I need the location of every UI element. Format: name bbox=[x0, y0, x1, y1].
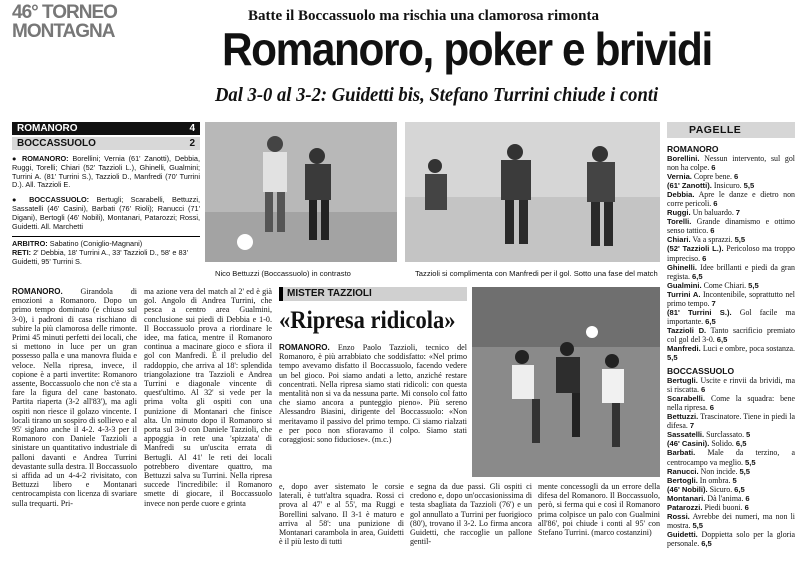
player-comment: Idee brillanti e piedi da gran regista. bbox=[667, 262, 795, 281]
player-vote: 5,5 bbox=[734, 235, 746, 245]
player-name: Borellini. bbox=[667, 154, 700, 163]
player-name: (46' Nobili). bbox=[667, 484, 708, 494]
lineups bbox=[12, 155, 200, 267]
section-kicker bbox=[12, 4, 132, 42]
player-vote: 6,5 bbox=[701, 538, 712, 548]
pagella-entry bbox=[667, 172, 795, 181]
player-comment: Apre le danze e dietro non corre pericoli. bbox=[667, 190, 795, 209]
player-vote: 6 bbox=[734, 172, 739, 182]
article-col-3 bbox=[279, 482, 404, 577]
interview-title: «Ripresa ridicola» bbox=[279, 307, 456, 334]
interview-body bbox=[279, 343, 467, 483]
player-comment: Insicuro. bbox=[713, 181, 742, 191]
kicker-torneo: TORNEO bbox=[42, 2, 117, 23]
pagella-entry bbox=[667, 485, 795, 494]
player-comment: Come Chiari. bbox=[703, 280, 747, 290]
pagella-entry bbox=[667, 326, 795, 344]
pagella-entry bbox=[667, 376, 795, 394]
player-vote: 5,5 bbox=[748, 280, 759, 290]
pagella-entry bbox=[667, 476, 795, 485]
player-comment: Trascinatore. Tiene in piedi la difesa. bbox=[667, 412, 795, 431]
interview-tag-text: MISTER TAZZIOLI bbox=[287, 288, 372, 299]
article-text-5: mente concessogli da un errore della difesa del Romanoro. Il Boccassuolo, però, si ferma qui e così il Romanoro prima colpisce un palo con Gualmini all'86', poi chiude i conti al 95' con Stefano Turrini. (marco costanzini) bbox=[538, 482, 660, 538]
player-name: Tazzioli D. bbox=[667, 325, 707, 335]
photo-left bbox=[205, 122, 397, 262]
player-vote: 6 bbox=[700, 385, 706, 395]
player-vote: 6,5 bbox=[735, 439, 747, 449]
player-vote: 7 bbox=[735, 208, 741, 218]
player-vote: 6 bbox=[702, 253, 707, 263]
pagella-entry bbox=[667, 430, 795, 439]
reti-text: 2' Debbia, 18' Turrini A., 33' Tazzioli D., 58' e 83' Guidetti, 95' Turrini S. bbox=[12, 248, 188, 266]
player-vote: 5,5 bbox=[743, 181, 755, 191]
player-name: Vernia. bbox=[667, 172, 692, 182]
caption-left: Nico Bettuzzi (Boccassuolo) in contrasto bbox=[215, 269, 351, 278]
player-comment: Non incide. bbox=[700, 466, 738, 476]
player-vote: 7 bbox=[711, 298, 716, 308]
player-name: Bettuzzi. bbox=[667, 412, 699, 422]
player-comment: Gol facile ma importante. bbox=[667, 307, 795, 326]
home-goals: 4 bbox=[189, 123, 195, 134]
player-vote: 6,5 bbox=[734, 484, 745, 494]
player-comment: Solido. bbox=[711, 439, 734, 449]
player-comment: Va a sprazzi. bbox=[692, 235, 733, 245]
pagella-entry bbox=[667, 530, 795, 548]
player-comment: Nessun intervento, sul gol non ha colpe. bbox=[667, 154, 795, 173]
player-name: (46' Casini). bbox=[667, 439, 710, 449]
deck: Dal 3-0 al 3-2: Guidetti bis, Stefano Turrini chiude i conti bbox=[215, 84, 659, 106]
pagelle-box bbox=[667, 122, 795, 579]
player-comment: Come la squadra: bene nella ripresa. bbox=[667, 394, 795, 413]
home-lineup-label: ROMANORO: bbox=[21, 154, 69, 163]
player-comment: Surclassato. bbox=[706, 430, 745, 440]
player-comment: In ombra. bbox=[699, 475, 731, 485]
player-vote: 5,5 bbox=[745, 457, 756, 467]
player-name: Barbati. bbox=[667, 448, 696, 458]
player-name: (81' Turrini S.). bbox=[667, 307, 732, 317]
article-text-2: ma azione vera del match al 2' ed è già gol. Angolo di Andrea Turrini, che pesca a centro area Gualmini, conclusione sui piedi di Debbia e 1-0. Il Boccassuolo prova a riordinare le idee, ma fatica, mentre il Romanoro continua a macinare gioco e sfiora il gol con Manfredi. È il preludio del raddoppio, che arriva al 18': splendida triangolazione tra Tazzioli e Andrea Turrini e diagonale vincente di quest'ultimo. Al 32' si vede per la prima volta gli ospiti con una punizione di Montanari che finisce alta. Un minuto dopo il Romanoro si porta sul 3-0 con Daniele Tazzioli, che appoggia in rete una 'spizzata' di Manfredi su un'uscita errata di Bertugli. Al 41' le reti dei locali potrebbero diventare quattro, ma Bettuzzi salva su Turrini. Nella ripresa succede l'incredibile: il Romanoro smette di giocare, il Boccassuolo invece non perde cuore e grinta bbox=[144, 287, 272, 508]
arbitro-text: Sabatino (Coniglio-Magnani) bbox=[49, 239, 143, 249]
headline: Romanoro, poker e brividi bbox=[222, 23, 712, 75]
reti bbox=[12, 249, 200, 267]
player-vote: 6 bbox=[744, 502, 749, 512]
player-name: Bertugli. bbox=[667, 376, 698, 386]
player-vote: 5 bbox=[732, 475, 737, 485]
interview-box bbox=[279, 287, 467, 477]
pagelle-home-list bbox=[667, 154, 795, 362]
arbitro-label: ARBITRO: bbox=[12, 239, 48, 249]
subhead: Batte il Boccassuolo ma rischia una clamorosa rimonta bbox=[248, 8, 599, 24]
pagelle-away-list bbox=[667, 376, 795, 548]
player-name: Patarozzi. bbox=[667, 502, 703, 512]
player-name: Debbia. bbox=[667, 190, 695, 200]
article-lead: ROMANORO. bbox=[12, 287, 63, 296]
article-col-1 bbox=[12, 287, 137, 577]
caption-right: Tazzioli si complimenta con Manfredi per il gol. Sotto una fase del match bbox=[415, 269, 658, 278]
pagella-entry bbox=[667, 263, 795, 281]
player-comment: Copre bene. bbox=[693, 172, 733, 182]
player-comment: Grande dinamismo e ottimo senso tattico. bbox=[667, 217, 795, 236]
home-lineup-text: Borellini; Vernia (61' Zanotti), Debbia, Ruggi, Torelli; Chiari (52' Tazzioli L.), Ghinelli, Gualmini; Turrini A. (81' Turrini S.), Tazzioli D., Manfredi (70' Turrini D.). All. Tazzioli E. bbox=[12, 154, 200, 190]
player-name: Ghinelli. bbox=[667, 262, 697, 272]
player-comment: Tanto sacrificio premiato col gol del 3-0. bbox=[667, 325, 795, 344]
player-name: Chiari. bbox=[667, 235, 691, 245]
pagella-entry bbox=[667, 308, 795, 326]
kicker-montagna: MONTAGNA bbox=[12, 21, 115, 42]
pagella-entry bbox=[667, 217, 795, 235]
player-vote: 6 bbox=[709, 403, 714, 413]
pagella-entry bbox=[667, 290, 795, 308]
player-name: Sassatelli. bbox=[667, 430, 705, 440]
away-lineup-label: BOCCASSUOLO: bbox=[29, 195, 90, 205]
away-lineup bbox=[12, 196, 200, 231]
player-vote: 6 bbox=[745, 493, 750, 503]
article-text-1: Girandola di emozioni a Romanoro. Dopo un primo tempo dominato (e chiuso sul 3-0), i padroni di casa rischiano di subire la più clamorosa delle rimonte. Primi 45 minuti perfetti dei locali, che si mettono in luce per un gran possesso palla e una manovra fluida e veloce. Nella ripresa, invece, il copione è a parti invertite: Romanoro assente, Boccassuolo che non c'è sta a fare la figura del cane bastonato. Partita riaperta (3-2 all'83'), ma agli ospiti non riesce il golazo vincente. I locali tirano un sospiro di sollievo e al 95' siglano anche il 4-2. 4-3-3 per il Romanoro con Daniele Tazzioli a sinistare un quantitativo industriale di palloni davanti e Andrea Turrini devastante sulla destra. Il Boccassuolo si affida ad un 4-4-2 rivisitato, con Bettuzzi libero e Montanari centrocampista con licenza di svariare sulla trequarti. Pri- bbox=[12, 287, 137, 508]
player-name: Bertogli. bbox=[667, 475, 698, 485]
player-comment: Doppietta solo per la gloria personale. bbox=[667, 529, 795, 548]
player-vote: 7 bbox=[689, 421, 695, 431]
pagella-entry bbox=[667, 154, 795, 172]
pagella-entry bbox=[667, 344, 795, 362]
player-comment: Un baluardo. bbox=[692, 208, 734, 218]
player-vote: 6,5 bbox=[692, 271, 703, 281]
pagella-entry bbox=[667, 190, 795, 208]
bullet-icon: ● bbox=[12, 195, 22, 205]
pagella-entry bbox=[667, 503, 795, 512]
player-name: Guidetti. bbox=[667, 529, 698, 539]
score-row-home bbox=[12, 122, 200, 135]
player-name: Torelli. bbox=[667, 217, 692, 227]
player-comment: Piedi buoni. bbox=[704, 502, 743, 512]
article-col-4 bbox=[410, 482, 532, 577]
player-name: (61' Zanotti). bbox=[667, 181, 712, 191]
pagella-entry bbox=[667, 281, 795, 290]
pagelle-away-label: BOCCASSUOLO bbox=[667, 366, 735, 377]
pagella-entry bbox=[667, 439, 795, 448]
article-col-2 bbox=[144, 287, 272, 577]
away-goals: 2 bbox=[189, 138, 195, 149]
player-comment: Avrebbe dei numeri, ma non li mostra. bbox=[667, 511, 795, 530]
player-name: Gualmini. bbox=[667, 280, 702, 290]
player-name: Montanari. bbox=[667, 493, 706, 503]
kicker-number: 46° bbox=[12, 2, 38, 23]
pagella-entry bbox=[667, 235, 795, 244]
player-name: Turrini A. bbox=[667, 289, 701, 299]
player-name: (52' Tazzioli L.). bbox=[667, 244, 724, 254]
bullet-icon: ● bbox=[12, 154, 19, 163]
player-vote: 5,5 bbox=[667, 353, 678, 363]
pagella-entry bbox=[667, 494, 795, 503]
player-comment: Pericoloso ma troppo impreciso. bbox=[667, 244, 796, 263]
pagella-entry bbox=[667, 412, 795, 430]
pagelle-home-label: ROMANORO bbox=[667, 144, 719, 154]
player-vote: 6 bbox=[713, 199, 718, 209]
pagelle-title: PAGELLE bbox=[667, 122, 795, 138]
player-comment: Luci e ombre, poca sostanza. bbox=[702, 343, 795, 353]
player-vote: 6,5 bbox=[705, 316, 716, 326]
reti-label: RETI: bbox=[12, 248, 32, 258]
interview-tag bbox=[279, 287, 467, 301]
article-text-4: e segna da due passi. Gli ospiti ci credono e, dopo un'occasionissima di testa sbagliata da Tazzioli (76') e un gol annullato a Turrini per fuorigioco (80'), trovano il 3-2. Lo firma ancora Guidetti, che raccoglie un pallone gentil- bbox=[410, 482, 532, 547]
home-lineup bbox=[12, 155, 200, 190]
home-team: ROMANORO bbox=[17, 123, 78, 134]
player-name: Scarabelli. bbox=[667, 394, 705, 404]
pagella-entry bbox=[667, 208, 795, 217]
player-comment: Dà l'anima. bbox=[707, 493, 744, 503]
pagella-entry bbox=[667, 448, 795, 466]
scoreboard bbox=[12, 122, 200, 150]
player-name: Rossi. bbox=[667, 511, 690, 521]
player-comment: Incontenibile, soprattutto nel primo tempo. bbox=[667, 289, 795, 308]
article-text-3: e, dopo aver sistemato le corsie laterali, è tutt'altra squadra. Rossi ci prova al 47' e al 55', ma Ruggi e Borellini salvano. Il 3-1 è maturo e arriva al 58': una punizione di Montanari carambola in area, Guidetti è il più lesto di tutti bbox=[279, 482, 404, 547]
pagella-entry bbox=[667, 512, 795, 530]
pagella-entry bbox=[667, 181, 795, 190]
player-vote: 6,5 bbox=[716, 334, 728, 344]
player-comment: Male da terzino, a centrocampo va meglio. bbox=[667, 448, 795, 467]
divider bbox=[12, 236, 200, 237]
player-vote: 5,5 bbox=[692, 520, 703, 530]
player-vote: 6 bbox=[711, 163, 716, 173]
player-vote: 6 bbox=[710, 226, 715, 236]
pagella-entry bbox=[667, 244, 795, 262]
away-team: BOCCASSUOLO bbox=[17, 138, 96, 149]
away-lineup-text: Bertugli; Scarabelli, Bettuzzi, Sassatelli (46' Casini), Barbati (76' Rioli); Ranucci (71' Digani), Bertogli (46' Nobili), Montanari, Patarozzi; Rossi, Guidetti. All. Marchetti bbox=[12, 195, 200, 231]
pagella-entry bbox=[667, 467, 795, 476]
player-name: Ranucci. bbox=[667, 466, 699, 476]
score-row-away bbox=[12, 137, 200, 150]
player-name: Manfredi. bbox=[667, 343, 701, 353]
player-vote: 5,5 bbox=[739, 466, 751, 476]
player-name: Ruggi. bbox=[667, 208, 691, 218]
interview-text: Enzo Paolo Tazzioli, tecnico del Romanoro, è più arrabbiato che soddisfatto: «Nel primo tempo avevamo disfatto il Boccassuolo, facendo vedere un bel gioco. Poi siamo andati a letto, anziché restare concentrati. Nella ripresa siamo stati ridicoli: con questa mentalità non si va da nessuna parte. Mi consolo col fatto che siamo ancora a punteggio pieno». Più sereno Alessandro Biasini, dirigente del Boccassuolo: «Non meritavamo il passivo del primo tempo. Ci siamo rialzati e per poco non sfioravamo il colpo. Siamo stati coraggiosi: sono fiduciose». (m.c.) bbox=[279, 343, 467, 445]
player-comment: Sicuro. bbox=[709, 484, 733, 494]
interview-lead: ROMANORO. bbox=[279, 343, 330, 352]
pagella-entry bbox=[667, 394, 795, 412]
photo-action bbox=[472, 287, 660, 477]
player-vote: 5 bbox=[746, 430, 751, 440]
photo-right bbox=[405, 122, 660, 262]
article-col-5 bbox=[538, 482, 660, 577]
player-comment: Uscite e rinvii da brividi, ma si riscatta. bbox=[667, 376, 795, 395]
